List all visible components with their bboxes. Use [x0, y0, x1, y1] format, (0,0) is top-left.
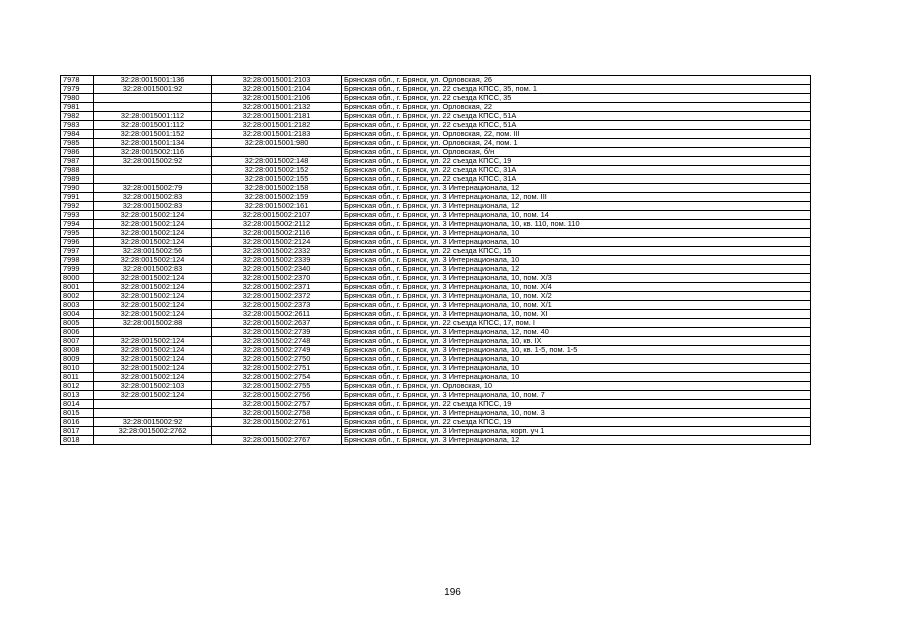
object-cadastral-cell: 32:28:0015002:2756 [212, 391, 342, 400]
address-cell: Брянская обл., г. Брянск, ул. 3 Интернационала, 10, кв. IX [342, 337, 811, 346]
parcel-cadastral-cell: 32:28:0015002:124 [94, 274, 212, 283]
address-cell: Брянская обл., г. Брянск, ул. Орловская, б/н [342, 148, 811, 157]
address-cell: Брянская обл., г. Брянск, ул. Орловская, 26 [342, 76, 811, 85]
object-cadastral-cell: 32:28:0015002:2755 [212, 382, 342, 391]
row-number-cell: 7987 [61, 157, 94, 166]
table-row [61, 211, 811, 220]
table-row [61, 76, 811, 85]
row-number-cell: 7995 [61, 229, 94, 238]
table-row [61, 274, 811, 283]
address-cell: Брянская обл., г. Брянск, ул. 22 съезда КПСС, 19 [342, 157, 811, 166]
address-cell: Брянская обл., г. Брянск, ул. 22 съезда КПСС, 35 [342, 94, 811, 103]
object-cadastral-cell: 32:28:0015002:2370 [212, 274, 342, 283]
table-row [61, 166, 811, 175]
table-row [61, 238, 811, 247]
address-cell: Брянская обл., г. Брянск, ул. 3 Интернационала, 10, кв. 1-5, пом. 1-5 [342, 346, 811, 355]
parcel-cadastral-cell: 32:28:0015001:112 [94, 112, 212, 121]
parcel-cadastral-cell: 32:28:0015002:79 [94, 184, 212, 193]
row-number-cell: 7992 [61, 202, 94, 211]
parcel-cadastral-cell: 32:28:0015002:88 [94, 319, 212, 328]
row-number-cell: 8007 [61, 337, 94, 346]
address-cell: Брянская обл., г. Брянск, ул. 3 Интернационала, 10 [342, 238, 811, 247]
address-cell: Брянская обл., г. Брянск, ул. 3 Интернационала, 12 [342, 436, 811, 445]
table-row [61, 400, 811, 409]
address-cell: Брянская обл., г. Брянск, ул. 3 Интернационала, 12 [342, 202, 811, 211]
table-row [61, 175, 811, 184]
object-cadastral-cell: 32:28:0015002:2637 [212, 319, 342, 328]
object-cadastral-cell: 32:28:0015001:2103 [212, 76, 342, 85]
object-cadastral-cell: 32:28:0015002:2112 [212, 220, 342, 229]
object-cadastral-cell: 32:28:0015002:2339 [212, 256, 342, 265]
table-row [61, 229, 811, 238]
address-cell: Брянская обл., г. Брянск, ул. 3 Интернационала, 10, пом. 3 [342, 409, 811, 418]
parcel-cadastral-cell: 32:28:0015002:124 [94, 256, 212, 265]
parcel-cadastral-cell: 32:28:0015002:56 [94, 247, 212, 256]
object-cadastral-cell: 32:28:0015002:158 [212, 184, 342, 193]
table-row [61, 283, 811, 292]
row-number-cell: 7996 [61, 238, 94, 247]
address-cell: Брянская обл., г. Брянск, ул. 22 съезда КПСС, 31А [342, 175, 811, 184]
row-number-cell: 7980 [61, 94, 94, 103]
object-cadastral-cell: 32:28:0015001:2132 [212, 103, 342, 112]
address-cell: Брянская обл., г. Брянск, ул. 3 Интернационала, 10, кв. 110, пом. 110 [342, 220, 811, 229]
row-number-cell: 7983 [61, 121, 94, 130]
row-number-cell: 7982 [61, 112, 94, 121]
parcel-cadastral-cell: 32:28:0015002:124 [94, 355, 212, 364]
row-number-cell: 8009 [61, 355, 94, 364]
object-cadastral-cell [212, 148, 342, 157]
parcel-cadastral-cell [94, 400, 212, 409]
table-row [61, 157, 811, 166]
object-cadastral-cell: 32:28:0015002:2116 [212, 229, 342, 238]
parcel-cadastral-cell: 32:28:0015002:124 [94, 238, 212, 247]
address-cell: Брянская обл., г. Брянск, ул. 22 съезда КПСС, 15 [342, 247, 811, 256]
address-cell: Брянская обл., г. Брянск, ул. 3 Интернационала, 10, пом. 14 [342, 211, 811, 220]
address-cell: Брянская обл., г. Брянск, ул. 3 Интернационала, 10, пом. XI [342, 310, 811, 319]
parcel-cadastral-cell: 32:28:0015002:124 [94, 391, 212, 400]
object-cadastral-cell: 32:28:0015002:2373 [212, 301, 342, 310]
object-cadastral-cell: 32:28:0015002:2749 [212, 346, 342, 355]
row-number-cell: 7993 [61, 211, 94, 220]
parcel-cadastral-cell: 32:28:0015002:124 [94, 211, 212, 220]
table-row [61, 328, 811, 337]
row-number-cell: 7981 [61, 103, 94, 112]
table-row [61, 148, 811, 157]
parcel-cadastral-cell [94, 103, 212, 112]
parcel-cadastral-cell: 32:28:0015002:124 [94, 364, 212, 373]
address-cell: Брянская обл., г. Брянск, ул. 3 Интернационала, 10 [342, 229, 811, 238]
parcel-cadastral-cell: 32:28:0015002:124 [94, 220, 212, 229]
table-row [61, 373, 811, 382]
address-cell: Брянская обл., г. Брянск, ул. 22 съезда КПСС, 51А [342, 121, 811, 130]
object-cadastral-cell: 32:28:0015002:2751 [212, 364, 342, 373]
parcel-cadastral-cell: 32:28:0015002:124 [94, 310, 212, 319]
parcel-cadastral-cell [94, 175, 212, 184]
parcel-cadastral-cell [94, 328, 212, 337]
parcel-cadastral-cell: 32:28:0015001:112 [94, 121, 212, 130]
table-row [61, 139, 811, 148]
address-cell: Брянская обл., г. Брянск, ул. 3 Интернационала, 10 [342, 373, 811, 382]
object-cadastral-cell: 32:28:0015002:148 [212, 157, 342, 166]
object-cadastral-cell: 32:28:0015002:155 [212, 175, 342, 184]
object-cadastral-cell: 32:28:0015002:2748 [212, 337, 342, 346]
row-number-cell: 7985 [61, 139, 94, 148]
register-table-body [61, 76, 811, 445]
parcel-cadastral-cell: 32:28:0015002:83 [94, 202, 212, 211]
object-cadastral-cell: 32:28:0015002:2754 [212, 373, 342, 382]
object-cadastral-cell: 32:28:0015001:2104 [212, 85, 342, 94]
address-cell: Брянская обл., г. Брянск, ул. 22 съезда КПСС, 17, пом. I [342, 319, 811, 328]
parcel-cadastral-cell: 32:28:0015002:124 [94, 301, 212, 310]
address-cell: Брянская обл., г. Брянск, ул. 3 Интернационала, 10 [342, 256, 811, 265]
row-number-cell: 7988 [61, 166, 94, 175]
parcel-cadastral-cell: 32:28:0015002:124 [94, 229, 212, 238]
parcel-cadastral-cell: 32:28:0015001:152 [94, 130, 212, 139]
parcel-cadastral-cell: 32:28:0015002:124 [94, 346, 212, 355]
object-cadastral-cell: 32:28:0015002:2107 [212, 211, 342, 220]
address-cell: Брянская обл., г. Брянск, ул. 3 Интернационала, 10 [342, 364, 811, 373]
table-row [61, 112, 811, 121]
row-number-cell: 7989 [61, 175, 94, 184]
object-cadastral-cell: 32:28:0015002:2761 [212, 418, 342, 427]
row-number-cell: 8005 [61, 319, 94, 328]
parcel-cadastral-cell: 32:28:0015001:134 [94, 139, 212, 148]
row-number-cell: 8012 [61, 382, 94, 391]
address-cell: Брянская обл., г. Брянск, ул. 22 съезда КПСС, 19 [342, 418, 811, 427]
address-cell: Брянская обл., г. Брянск, ул. 3 Интернационала, 12 [342, 265, 811, 274]
table-row [61, 247, 811, 256]
row-number-cell: 8013 [61, 391, 94, 400]
table-row [61, 121, 811, 130]
parcel-cadastral-cell: 32:28:0015002:2762 [94, 427, 212, 436]
address-cell: Брянская обл., г. Брянск, ул. 3 Интернационала, 10 [342, 355, 811, 364]
table-row [61, 346, 811, 355]
parcel-cadastral-cell: 32:28:0015002:124 [94, 292, 212, 301]
row-number-cell: 8017 [61, 427, 94, 436]
object-cadastral-cell [212, 427, 342, 436]
parcel-cadastral-cell: 32:28:0015002:103 [94, 382, 212, 391]
parcel-cadastral-cell [94, 409, 212, 418]
row-number-cell: 8006 [61, 328, 94, 337]
row-number-cell: 8004 [61, 310, 94, 319]
parcel-cadastral-cell [94, 166, 212, 175]
parcel-cadastral-cell: 32:28:0015002:124 [94, 373, 212, 382]
table-row [61, 337, 811, 346]
address-cell: Брянская обл., г. Брянск, ул. 3 Интернационала, корп. уч 1 [342, 427, 811, 436]
table-row [61, 292, 811, 301]
address-cell: Брянская обл., г. Брянск, ул. 3 Интернационала, 12, пом. III [342, 193, 811, 202]
address-cell: Брянская обл., г. Брянск, ул. 3 Интернационала, 10, пом. Х/3 [342, 274, 811, 283]
row-number-cell: 7986 [61, 148, 94, 157]
parcel-cadastral-cell: 32:28:0015002:124 [94, 283, 212, 292]
row-number-cell: 8016 [61, 418, 94, 427]
object-cadastral-cell: 32:28:0015002:2757 [212, 400, 342, 409]
table-row [61, 409, 811, 418]
table-row [61, 202, 811, 211]
table-row [61, 364, 811, 373]
row-number-cell: 7978 [61, 76, 94, 85]
parcel-cadastral-cell: 32:28:0015002:92 [94, 418, 212, 427]
row-number-cell: 8015 [61, 409, 94, 418]
address-cell: Брянская обл., г. Брянск, ул. 3 Интернационала, 10, пом. Х/4 [342, 283, 811, 292]
row-number-cell: 7999 [61, 265, 94, 274]
object-cadastral-cell: 32:28:0015001:2182 [212, 121, 342, 130]
table-row [61, 436, 811, 445]
object-cadastral-cell: 32:28:0015002:161 [212, 202, 342, 211]
table-row [61, 382, 811, 391]
object-cadastral-cell: 32:28:0015002:2767 [212, 436, 342, 445]
row-number-cell: 8002 [61, 292, 94, 301]
table-row [61, 265, 811, 274]
object-cadastral-cell: 32:28:0015002:2124 [212, 238, 342, 247]
page-number: 196 [444, 587, 461, 598]
table-row [61, 184, 811, 193]
table-row [61, 310, 811, 319]
row-number-cell: 8003 [61, 301, 94, 310]
address-cell: Брянская обл., г. Брянск, ул. Орловская, 10 [342, 382, 811, 391]
table-row [61, 256, 811, 265]
address-cell: Брянская обл., г. Брянск, ул. 3 Интернационала, 10, пом. Х/2 [342, 292, 811, 301]
address-cell: Брянская обл., г. Брянск, ул. 3 Интернационала, 12, пом. 40 [342, 328, 811, 337]
object-cadastral-cell: 32:28:0015002:2758 [212, 409, 342, 418]
address-cell: Брянская обл., г. Брянск, ул. 22 съезда КПСС, 19 [342, 400, 811, 409]
table-row [61, 319, 811, 328]
address-cell: Брянская обл., г. Брянск, ул. 3 Интернационала, 12 [342, 184, 811, 193]
object-cadastral-cell: 32:28:0015002:2332 [212, 247, 342, 256]
row-number-cell: 8008 [61, 346, 94, 355]
parcel-cadastral-cell: 32:28:0015002:124 [94, 337, 212, 346]
object-cadastral-cell: 32:28:0015002:152 [212, 166, 342, 175]
parcel-cadastral-cell [94, 436, 212, 445]
parcel-cadastral-cell [94, 94, 212, 103]
object-cadastral-cell: 32:28:0015001:2181 [212, 112, 342, 121]
row-number-cell: 8010 [61, 364, 94, 373]
object-cadastral-cell: 32:28:0015002:2371 [212, 283, 342, 292]
register-table [60, 75, 811, 445]
table-row [61, 193, 811, 202]
row-number-cell: 7994 [61, 220, 94, 229]
object-cadastral-cell: 32:28:0015002:2372 [212, 292, 342, 301]
table-row [61, 301, 811, 310]
row-number-cell: 8000 [61, 274, 94, 283]
object-cadastral-cell: 32:28:0015001:980 [212, 139, 342, 148]
table-row [61, 94, 811, 103]
row-number-cell: 7984 [61, 130, 94, 139]
address-cell: Брянская обл., г. Брянск, ул. 22 съезда КПСС, 51А [342, 112, 811, 121]
table-row [61, 85, 811, 94]
object-cadastral-cell: 32:28:0015001:2106 [212, 94, 342, 103]
table-row [61, 355, 811, 364]
address-cell: Брянская обл., г. Брянск, ул. 3 Интернационала, 10, пом. 7 [342, 391, 811, 400]
table-row [61, 391, 811, 400]
object-cadastral-cell: 32:28:0015002:2750 [212, 355, 342, 364]
row-number-cell: 7991 [61, 193, 94, 202]
address-cell: Брянская обл., г. Брянск, ул. Орловская, 22 [342, 103, 811, 112]
object-cadastral-cell: 32:28:0015002:2611 [212, 310, 342, 319]
object-cadastral-cell: 32:28:0015002:159 [212, 193, 342, 202]
address-cell: Брянская обл., г. Брянск, ул. Орловская, 24, пом. 1 [342, 139, 811, 148]
address-cell: Брянская обл., г. Брянск, ул. 3 Интернационала, 10, пом. Х/1 [342, 301, 811, 310]
address-cell: Брянская обл., г. Брянск, ул. 22 съезда КПСС, 31А [342, 166, 811, 175]
object-cadastral-cell: 32:28:0015001:2183 [212, 130, 342, 139]
object-cadastral-cell: 32:28:0015002:2739 [212, 328, 342, 337]
address-cell: Брянская обл., г. Брянск, ул. 22 съезда КПСС, 35, пом. 1 [342, 85, 811, 94]
object-cadastral-cell: 32:28:0015002:2340 [212, 265, 342, 274]
parcel-cadastral-cell: 32:28:0015002:83 [94, 265, 212, 274]
row-number-cell: 8014 [61, 400, 94, 409]
row-number-cell: 7979 [61, 85, 94, 94]
parcel-cadastral-cell: 32:28:0015002:92 [94, 157, 212, 166]
row-number-cell: 7990 [61, 184, 94, 193]
row-number-cell: 8001 [61, 283, 94, 292]
row-number-cell: 7997 [61, 247, 94, 256]
table-row [61, 130, 811, 139]
table-row [61, 220, 811, 229]
table-row [61, 418, 811, 427]
table-row [61, 427, 811, 436]
parcel-cadastral-cell: 32:28:0015002:116 [94, 148, 212, 157]
parcel-cadastral-cell: 32:28:0015002:83 [94, 193, 212, 202]
parcel-cadastral-cell: 32:28:0015001:136 [94, 76, 212, 85]
table-row [61, 103, 811, 112]
parcel-cadastral-cell: 32:28:0015001:92 [94, 85, 212, 94]
row-number-cell: 8011 [61, 373, 94, 382]
address-cell: Брянская обл., г. Брянск, ул. Орловская, 22, пом. III [342, 130, 811, 139]
row-number-cell: 7998 [61, 256, 94, 265]
row-number-cell: 8018 [61, 436, 94, 445]
